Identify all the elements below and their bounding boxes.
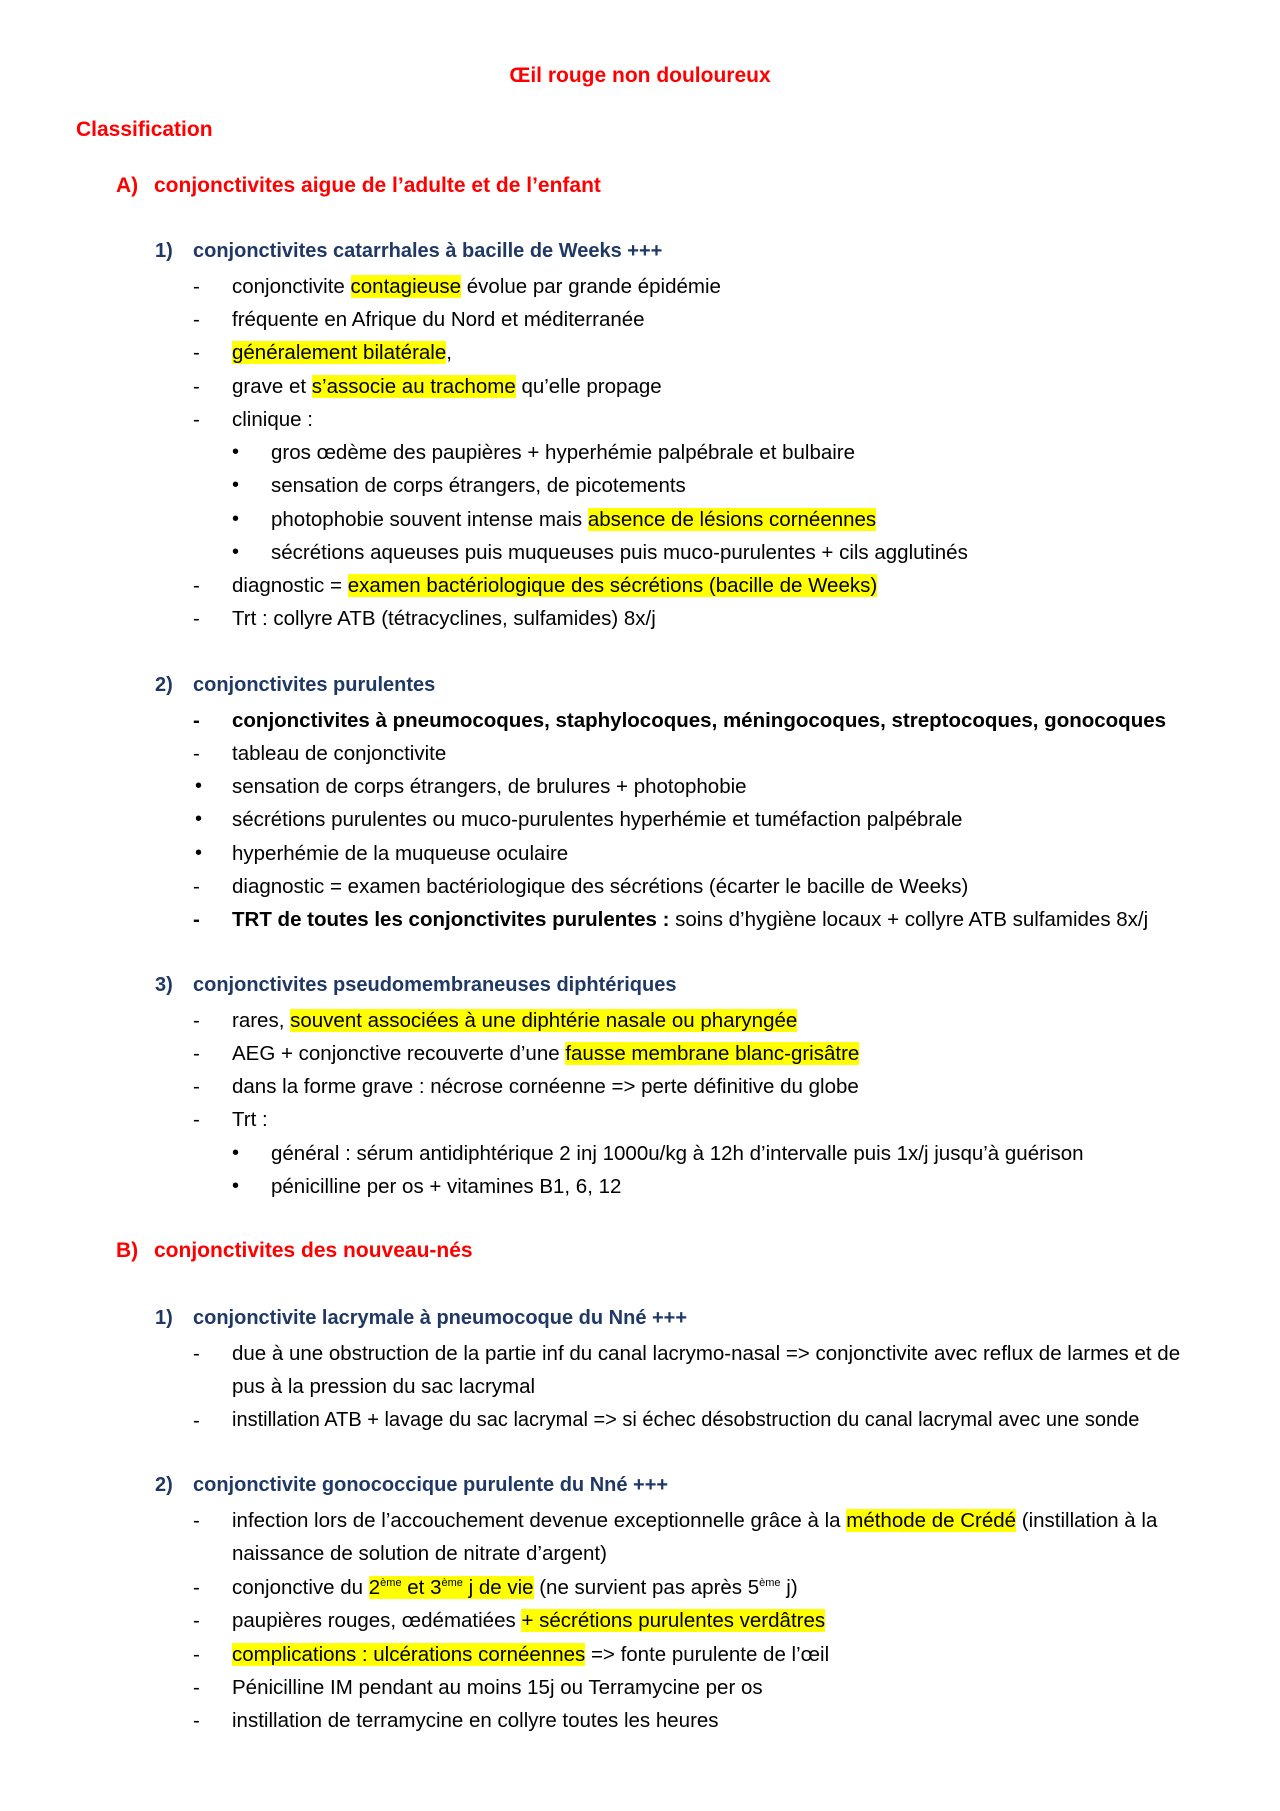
section-title: conjonctivites des nouveau-nés [154,1239,473,1262]
list-item: diagnostic = examen bactériologique des sécrétions (écarter le bacille de Weeks) [232,875,969,898]
highlight: 2ème et 3ème j de vie [368,1576,534,1599]
list-item: instillation de terramycine en collyre toutes les heures [232,1709,719,1732]
highlight: + sécrétions purulentes verdâtres [521,1609,826,1632]
highlight: méthode de Crédé [846,1509,1017,1532]
dash-marker: - [193,607,200,630]
section-marker: A) [116,174,139,197]
list-item: complications : ulcérations cornéennes => fonte purulente de l’œil [232,1643,830,1666]
highlight: contagieuse [350,275,462,298]
list-item: généralement bilatérale, [232,341,452,364]
highlight: souvent associées à une diphtérie nasale ou pharyngée [290,1009,798,1032]
list-item: conjonctivites à pneumocoques, staphylocoques, méningocoques, streptocoques, gonocoques [232,709,1167,732]
subsection-b2-heading [155,1474,668,1497]
list-item: grave et s’associe au trachome qu’elle propage [232,375,662,398]
list-item: Pénicilline IM pendant au moins 15j ou Terramycine per os [232,1676,763,1699]
subsection-a2-heading [155,674,435,697]
subsection-title: conjonctivites catarrhales à bacille de Weeks +++ [193,240,663,262]
bullet-marker: • [195,775,203,797]
dash-marker: - [193,709,200,732]
dash-marker: - [193,375,200,398]
dash-marker: - [193,1643,200,1666]
bullet-item: gros œdème des paupières + hyperhémie palpébrale et bulbaire [271,441,856,464]
bullet-marker: • [232,474,240,496]
dash-marker: - [193,1509,200,1532]
bullet-item: sensation de corps étrangers, de picotements [271,474,686,497]
dash-marker: - [193,1075,200,1098]
dash-marker: - [193,875,200,898]
list-item: diagnostic = examen bactériologique des sécrétions (bacille de Weeks) [232,574,878,597]
dash-marker: - [193,908,200,931]
dash-marker: - [193,341,200,364]
subsection-marker: 3) [155,974,173,996]
list-item: Trt : collyre ATB (tétracyclines, sulfamides) 8x/j [232,607,656,630]
dash-marker: - [193,742,200,765]
section-a-heading [116,174,601,198]
list-item: conjonctive du 2ème et 3ème j de vie (ne survient pas après 5ème j) [232,1576,798,1599]
bullet-marker: • [232,1175,240,1197]
bullet-item: photophobie souvent intense mais absence de lésions cornéennes [271,508,877,531]
subsection-marker: 1) [155,240,173,262]
highlight: fausse membrane blanc-grisâtre [565,1042,860,1065]
subsection-title: conjonctivites pseudomembraneuses diphtériques [193,974,677,996]
subsection-a3-heading [155,974,676,997]
list-item: fréquente en Afrique du Nord et méditerranée [232,308,645,331]
highlight: généralement bilatérale [232,341,447,364]
list-item: instillation ATB + lavage du sac lacrymal => si échec désobstruction du canal lacrymal avec une sonde [232,1409,1140,1431]
dash-marker: - [193,1676,200,1699]
list-item: clinique : [232,408,313,431]
dash-marker: - [193,1609,200,1632]
dash-marker: - [193,1709,200,1732]
highlight: examen bactériologique des sécrétions (bacille de Weeks) [347,574,878,597]
dash-marker: - [193,275,200,298]
dash-marker: - [193,1108,200,1131]
list-item: dans la forme grave : nécrose cornéenne => perte définitive du globe [232,1075,859,1098]
subsection-title: conjonctivites purulentes [193,674,436,696]
dash-marker: - [193,574,200,597]
list-item: rares, souvent associées à une diphtérie nasale ou pharyngée [232,1009,798,1032]
list-item: tableau de conjonctivite [232,742,447,765]
dash-marker: - [193,1009,200,1032]
classification-heading: Classification [76,118,213,141]
subsection-a1-heading [155,240,662,263]
highlight: absence de lésions cornéennes [587,508,877,531]
subsection-marker: 1) [155,1307,173,1329]
bullet-item: général : sérum antidiphtérique 2 inj 1000u/kg à 12h d’intervalle puis 1x/j jusqu’à guérison [271,1142,1084,1165]
bullet-marker: • [232,1142,240,1164]
subsection-marker: 2) [155,674,173,696]
subsection-marker: 2) [155,1474,173,1496]
section-marker: B) [116,1239,139,1262]
dash-marker: - [193,1042,200,1065]
dash-marker: - [193,1576,200,1599]
list-item: due à une obstruction de la partie inf du canal lacrymo-nasal => conjonctivite avec reflux de larmes et de pus à la pression du sac lacrymal [232,1342,1181,1398]
list-item: sécrétions purulentes ou muco-purulentes hyperhémie et tuméfaction palpébrale [232,808,963,831]
bullet-marker: • [232,541,240,563]
highlight: complications : ulcérations cornéennes [232,1643,586,1666]
list-item: hyperhémie de la muqueuse oculaire [232,842,569,865]
dash-marker: - [193,408,200,431]
list-item: paupières rouges, œdématiées + sécrétions purulentes verdâtres [232,1609,826,1632]
section-b-heading [116,1239,473,1263]
dash-marker: - [193,308,200,331]
list-item: TRT de toutes les conjonctivites purulentes : soins d’hygiène locaux + collyre ATB sulfamides 8x/j [232,908,1149,931]
dash-marker: - [193,1409,200,1432]
bullet-marker: • [232,508,240,530]
subsection-b1-heading [155,1307,687,1330]
list-item: conjonctivite contagieuse évolue par grande épidémie [232,275,721,298]
subsection-title: conjonctivite gonococcique purulente du Nné +++ [193,1474,669,1496]
section-title: conjonctivites aigue de l’adulte et de l’enfant [154,174,601,197]
list-item: Trt : [232,1108,268,1131]
list-item: sensation de corps étrangers, de brulures + photophobie [232,775,747,798]
bullet-marker: • [195,842,203,864]
bullet-item: pénicilline per os + vitamines B1, 6, 12 [271,1175,622,1198]
list-item: AEG + conjonctive recouverte d’une fausse membrane blanc-grisâtre [232,1042,860,1065]
page-title: Œil rouge non douloureux [509,64,771,87]
bullet-marker: • [232,441,240,463]
dash-marker: - [193,1342,200,1365]
list-item: infection lors de l’accouchement devenue exceptionnelle grâce à la méthode de Crédé (instillation à la naissance de solution de nitrate d’argent) [232,1509,1158,1565]
subsection-title: conjonctivite lacrymale à pneumocoque du Nné +++ [193,1307,688,1329]
bullet-item: sécrétions aqueuses puis muqueuses puis muco-purulentes + cils agglutinés [271,541,968,564]
highlight: s’associe au trachome [311,375,516,398]
bullet-marker: • [195,808,203,830]
